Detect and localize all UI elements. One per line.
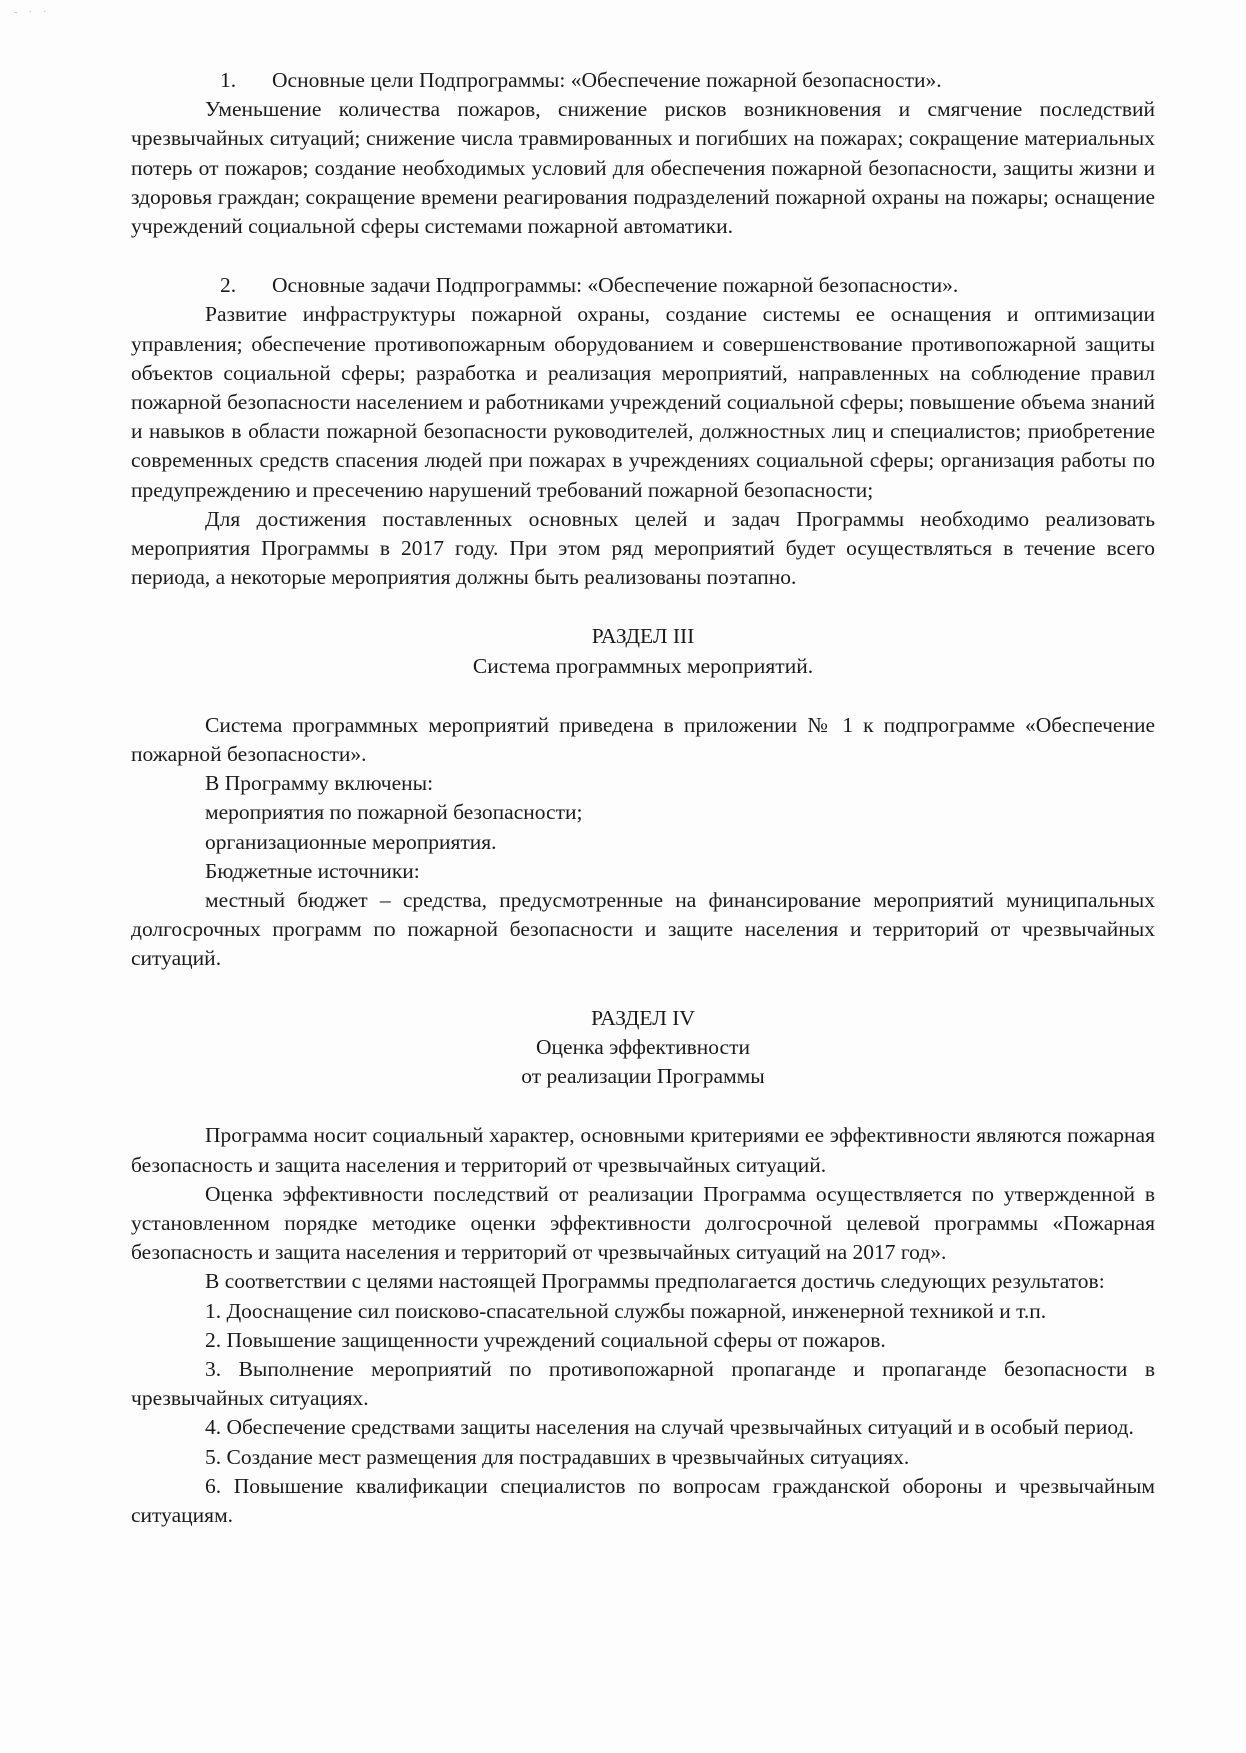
scan-artifact: - · ·	[14, 6, 51, 18]
section-goals-title-text: Основные цели Подпрограммы: «Обеспечение пожарной безопасности».	[272, 68, 942, 92]
section-tasks-title	[131, 271, 1155, 300]
section3-line-2: мероприятия по пожарной безопасности;	[205, 800, 583, 825]
result-item-4: 4. Обеспечение средствами защиты населения на случай чрезвычайных ситуаций и в особый период.	[205, 1415, 1134, 1440]
section4-subheading-1: Оценка эффективности	[536, 1034, 750, 1059]
section4-heading: РАЗДЕЛ IV	[591, 1005, 695, 1030]
section3-subheading: Система программных мероприятий.	[472, 653, 814, 678]
section3-line-4: Бюджетные источники:	[205, 858, 420, 883]
section3-paragraph-1: Система программных мероприятий приведена в приложении № 1 к подпрограмме «Обеспечение пожарной безопасности».	[131, 712, 1155, 767]
section-goals-text: Уменьшение количества пожаров, снижение рисков возникновения и смягчение последствий чрезвычайных ситуаций; снижение числа травмированных и погибших на пожарах; сокращение материальных потерь от пожаров; создание необходимых условий для обеспечения пожарной безопасности, защиты жизни и здоровья граждан; сокращение времени реагирования подразделений пожарной охраны на пожары; оснащение учреждений социальной сферы системами пожарной автоматики.	[131, 97, 1155, 239]
result-item-1: 1. Дооснащение сил поисково-спасательной службы пожарной, инженерной техникой и т.п.	[205, 1298, 1047, 1323]
result-item-3: 3. Выполнение мероприятий по противопожарной пропаганде и пропаганде безопасности в чрезвычайных ситуациях.	[131, 1356, 1155, 1411]
result-item-6: 6. Повышение квалификации специалистов по вопросам гражданской обороны и чрезвычайным ситуациям.	[131, 1473, 1155, 1527]
section4-paragraph-2: Оценка эффективности последствий от реализации Программа осуществляется по утвержденной в установленном порядке методике оценки эффективности долгосрочной целевой программы «Пожарная безопасность и защита населения и территорий от чрезвычайных ситуаций на 2017 год».	[131, 1181, 1155, 1265]
section-goals-number: 1.	[220, 68, 237, 92]
section4-subheading-2: от реализации Программы	[521, 1064, 765, 1089]
section-tasks-text: Развитие инфраструктуры пожарной охраны, создание системы ее оснащения и оптимизации управления; обеспечение противопожарным оборудованием и совершенствование противопожарной защиты объектов социальной сферы; разработка и реализация мероприятий, направленных на соблюдение правил пожарной безопасности населением и работниками учреждений социальной сферы; повышение объема знаний и навыков в области пожарной безопасности руководителей, должностных лиц и специалистов; приобретение современных средств спасения людей при пожарах в учреждениях социальной сферы; организация работы по предупреждению и пресечению нарушений требований пожарной безопасности;	[131, 302, 1155, 502]
section4-paragraph-3: В соответствии с целями настоящей Программы предполагается достичь следующих результатов:	[205, 1269, 1105, 1294]
result-item-2: 2. Повышение защищенности учреждений социальной сферы от пожаров.	[205, 1327, 886, 1352]
section3-heading: РАЗДЕЛ III	[591, 624, 695, 649]
section-goals-title	[131, 66, 1155, 95]
section-tasks-number: 2.	[220, 273, 237, 298]
result-item-5: 5. Создание мест размещения для пострадавших в чрезвычайных ситуациях.	[205, 1444, 910, 1469]
document-body	[131, 66, 1155, 1530]
section-tasks-text-2: Для достижения поставленных основных целей и задач Программы необходимо реализовать мероприятия Программы в 2017 году. При этом ряд мероприятий будет осуществляться в течение всего периода, а некоторые мероприятия должны быть реализованы поэтапно.	[131, 506, 1155, 590]
section4-paragraph-1: Программа носит социальный характер, основными критериями ее эффективности являются пожарная безопасность и защита населения и территорий от чрезвычайных ситуаций.	[131, 1123, 1155, 1177]
section3-line-1: В Программу включены:	[205, 771, 434, 796]
section3-paragraph-2: местный бюджет – средства, предусмотренные на финансирование мероприятий муниципальных долгосрочных программ по пожарной безопасности и защите населения и территорий от чрезвычайных ситуаций.	[131, 888, 1155, 971]
section-tasks-title-text: Основные задачи Подпрограммы: «Обеспечение пожарной безопасности».	[272, 273, 959, 298]
section3-line-3: организационные мероприятия.	[205, 829, 497, 854]
